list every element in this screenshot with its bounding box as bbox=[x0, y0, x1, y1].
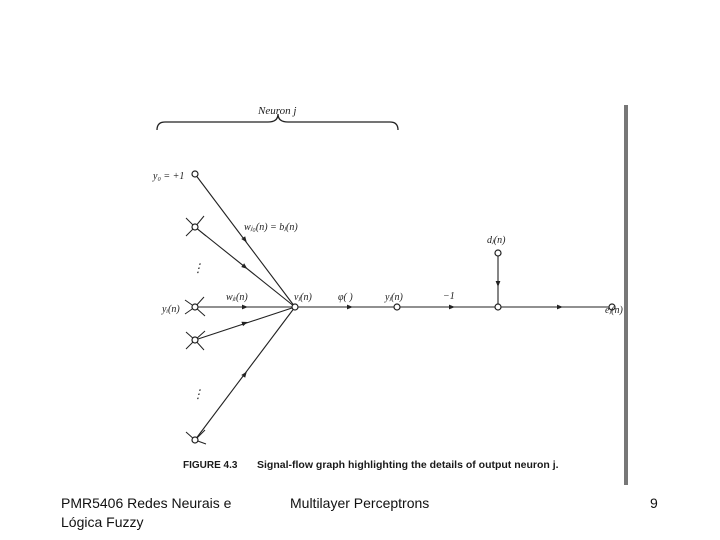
figure-caption-number: FIGURE 4.3 bbox=[183, 460, 238, 471]
minus-one-label: −1 bbox=[443, 291, 455, 302]
node-bias bbox=[192, 171, 198, 177]
edge-bias bbox=[195, 174, 295, 307]
node-input-upper bbox=[192, 224, 198, 230]
output-label: yⱼ(n) bbox=[385, 292, 403, 303]
node-desired bbox=[495, 250, 501, 256]
edge-input-lower bbox=[195, 307, 295, 340]
figure-caption-text: Signal-flow graph highlighting the details of output neuron j. bbox=[257, 459, 559, 471]
ellipsis-upper: ⋮ bbox=[192, 261, 204, 275]
footer-course: PMR5406 Redes Neurais e Lógica Fuzzy bbox=[61, 495, 232, 530]
brace-label: Neuron j bbox=[258, 105, 297, 117]
input-i-label: yᵢ(n) bbox=[162, 304, 180, 315]
scan-edge bbox=[624, 105, 628, 485]
node-output bbox=[394, 304, 400, 310]
weight-bias-label: wⱼ₀(n) = bⱼ(n) bbox=[244, 222, 298, 233]
desired-label: dⱼ(n) bbox=[487, 235, 506, 246]
node-summing bbox=[495, 304, 501, 310]
input-bias-label: y₀ = +1 bbox=[153, 171, 185, 182]
node-input-i bbox=[192, 304, 198, 310]
weight-ji-label: wⱼᵢ(n) bbox=[226, 292, 248, 303]
footer-topic: Multilayer Perceptrons bbox=[290, 495, 430, 511]
node-input-last bbox=[192, 437, 198, 443]
footer-page-number: 9 bbox=[650, 495, 658, 511]
node-input-lower bbox=[192, 337, 198, 343]
node-induced-field bbox=[292, 304, 298, 310]
ellipsis-lower: ⋮ bbox=[192, 387, 204, 401]
activation-label: φ( ) bbox=[338, 292, 353, 303]
input-stub-arrows bbox=[185, 216, 206, 444]
induced-field-label: vⱼ(n) bbox=[294, 292, 312, 303]
error-label: eⱼ(n) bbox=[605, 305, 623, 316]
edge-input-last bbox=[195, 307, 295, 440]
